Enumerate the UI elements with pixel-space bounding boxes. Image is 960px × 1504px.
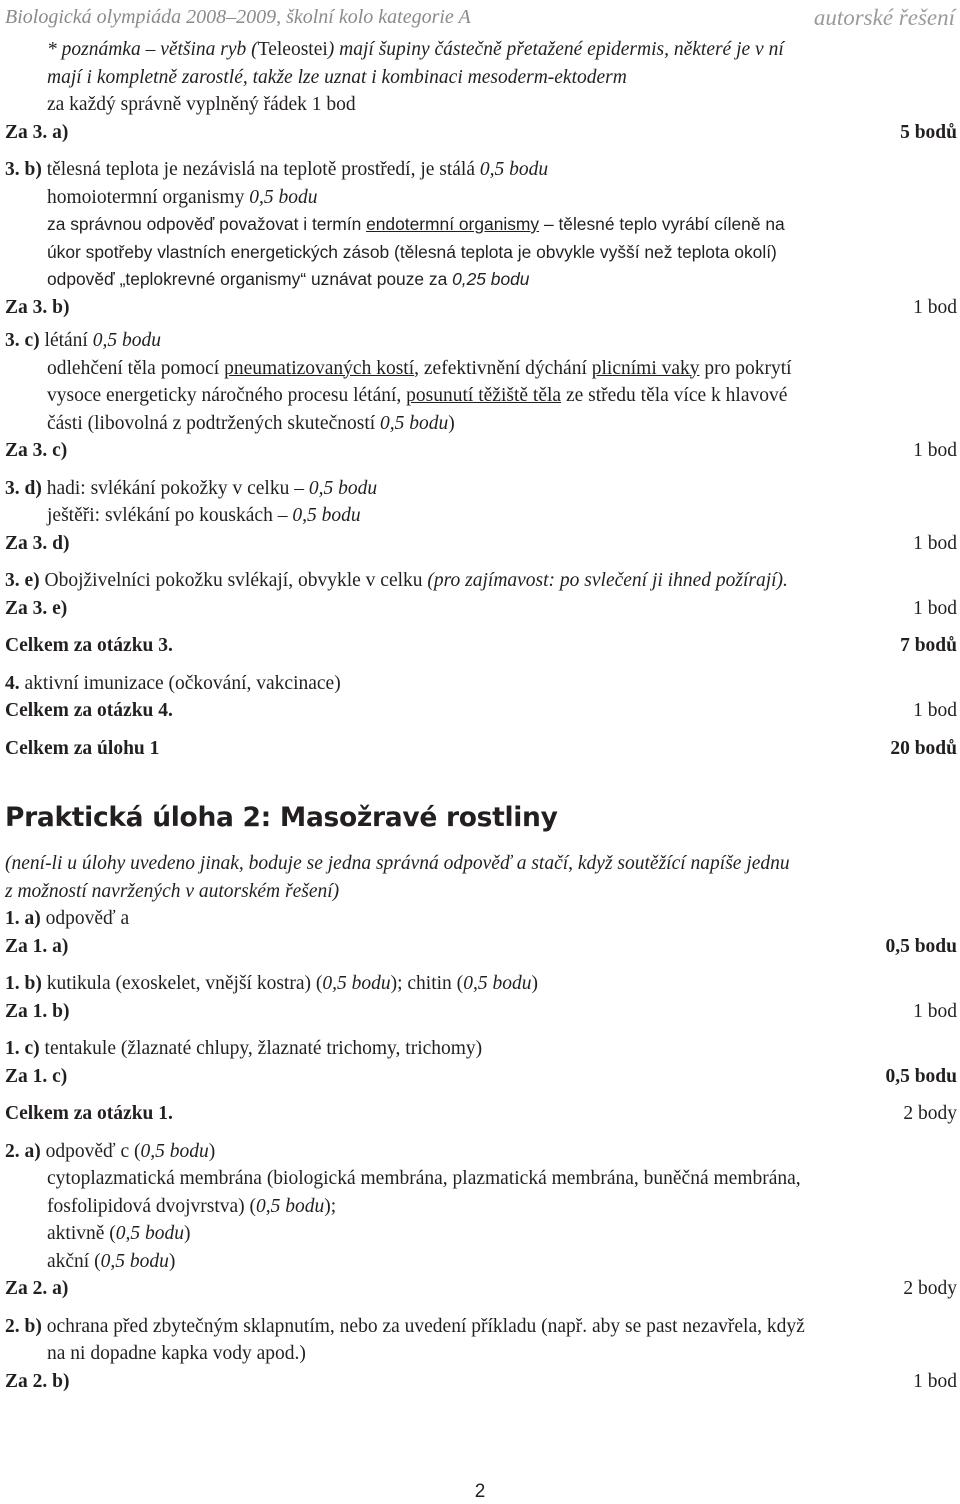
- score-row-1a: Za 1. a) 0,5 bodu: [5, 935, 957, 957]
- answer-3c-line-1: 3. c) létání 0,5 bodu: [5, 330, 161, 351]
- answer-3b-line-2: homoiotermní organismy 0,5 bodu: [47, 186, 318, 208]
- intro-line-1: (není-li u úlohy uvedeno jinak, boduje se jedna správná odpověď a stačí, když soutěžící napíše jednu: [5, 853, 790, 874]
- answer-2a-line-3: fosfolipidová dvojvrstva) (0,5 bodu);: [47, 1195, 337, 1217]
- document-body: [5, 36, 957, 1395]
- note-line-3: za každý správně vyplněný řádek 1 bod: [47, 94, 356, 115]
- answer-3b-line-3: za správnou odpověď považovat i termín endotermní organismy – tělesné teplo vyrábí cíleně na: [47, 214, 785, 234]
- answer-3b-line-5: odpověď „teplokrevné organismy“ uznávat pouze za 0,25 bodu: [47, 269, 530, 289]
- score-row-1c: Za 1. c) 0,5 bodu: [5, 1065, 957, 1087]
- answer-2a-line-4: aktivně (0,5 bodu): [47, 1223, 191, 1244]
- answer-3d-line-1: 3. d) hadi: svlékání pokožky v celku – 0,5 bodu: [5, 477, 378, 499]
- note-line-1: * poznámka – většina ryb (Teleostei) mají šupiny částečně přetažené epidermis, některé je v ní: [47, 39, 784, 60]
- score-row-2b: Za 2. b) 1 bod: [5, 1370, 957, 1392]
- score-row-3c: Za 3. c) 1 bod: [5, 440, 957, 461]
- answer-3c-line-2: odlehčení těla pomocí pneumatizovaných kostí, zefektivnění dýchání plicními vaky pro pokrytí: [47, 357, 792, 379]
- note-line-2: mají i kompletně zarostlé, takže lze uznat i kombinaci mesoderm-ektoderm: [47, 66, 627, 88]
- answer-3e: 3. e) Obojživelníci pokožku svlékají, obvykle v celku (pro zajímavost: po svlečení ji ihned požírají).: [5, 570, 788, 591]
- answer-2b-line-1: 2. b) ochrana před zbytečným sklapnutím, nebo za uvedení příkladu (např. aby se past nezavřela, když: [5, 1315, 805, 1337]
- total-question-3: Celkem za otázku 3. 7 bodů: [5, 635, 957, 656]
- score-row-3d: Za 3. d) 1 bod: [5, 532, 957, 554]
- header-title: Biologická olympiáda 2008–2009, školní kolo kategorie A: [5, 6, 471, 28]
- answer-1b: 1. b) kutikula (exoskelet, vnější kostra) (0,5 bodu); chitin (0,5 bodu): [5, 973, 538, 994]
- page-number: 2: [474, 1481, 486, 1502]
- section-heading: Praktická úloha 2: Masožravé rostliny: [5, 802, 558, 833]
- total-task-1: Celkem za úlohu 1 20 bodů: [5, 737, 957, 759]
- answer-1c: 1. c) tentakule (žlaznaté chlupy, žlaznaté trichomy, trichomy): [5, 1038, 483, 1059]
- answer-2a-line-1: 2. a) odpověď c (0,5 bodu): [5, 1140, 216, 1162]
- total-question-4: Celkem za otázku 4. 1 bod: [5, 700, 957, 721]
- answer-1a: 1. a) odpověď a: [5, 908, 130, 929]
- intro-line-2: z možností navržených v autorském řešení): [5, 880, 340, 902]
- answer-3c-line-3: vysoce energeticky náročného procesu létání, posunutí těžiště těla ze středu těla více k hlavové: [47, 385, 788, 406]
- answer-2b-line-2: na ni dopadne kapka vody apod.): [47, 1343, 306, 1364]
- header-subtitle: autorské řešení: [813, 5, 955, 30]
- score-row-3a: Za 3. a) 5 bodů: [5, 121, 957, 143]
- score-row-3b: Za 3. b) 1 bod: [5, 296, 957, 318]
- page-header: [5, 4, 955, 34]
- answer-3b-line-4: úkor spotřeby vlastních energetických zásob (tělesná teplota je obvykle vyšší než teplota okolí): [47, 241, 777, 262]
- total-question-1: Celkem za otázku 1. 2 body: [5, 1103, 957, 1124]
- score-row-3e: Za 3. e) 1 bod: [5, 597, 957, 619]
- answer-3d-line-2: ještěři: svlékání po kouskách – 0,5 bodu: [47, 505, 361, 526]
- answer-2a-line-5: akční (0,5 bodu): [47, 1250, 176, 1272]
- score-row-1b: Za 1. b) 1 bod: [5, 1000, 957, 1022]
- answer-4: 4. aktivní imunizace (očkování, vakcinace): [5, 672, 341, 694]
- answer-3b-line-1: 3. b) tělesná teplota je nezávislá na teplotě prostředí, je stálá 0,5 bodu: [5, 159, 549, 180]
- score-row-2a: Za 2. a) 2 body: [5, 1278, 957, 1299]
- answer-3c-line-4: části (libovolná z podtržených skutečností 0,5 bodu): [47, 412, 455, 434]
- answer-2a-line-2: cytoplazmatická membrána (biologická membrána, plazmatická membrána, buněčná membrána,: [47, 1168, 801, 1189]
